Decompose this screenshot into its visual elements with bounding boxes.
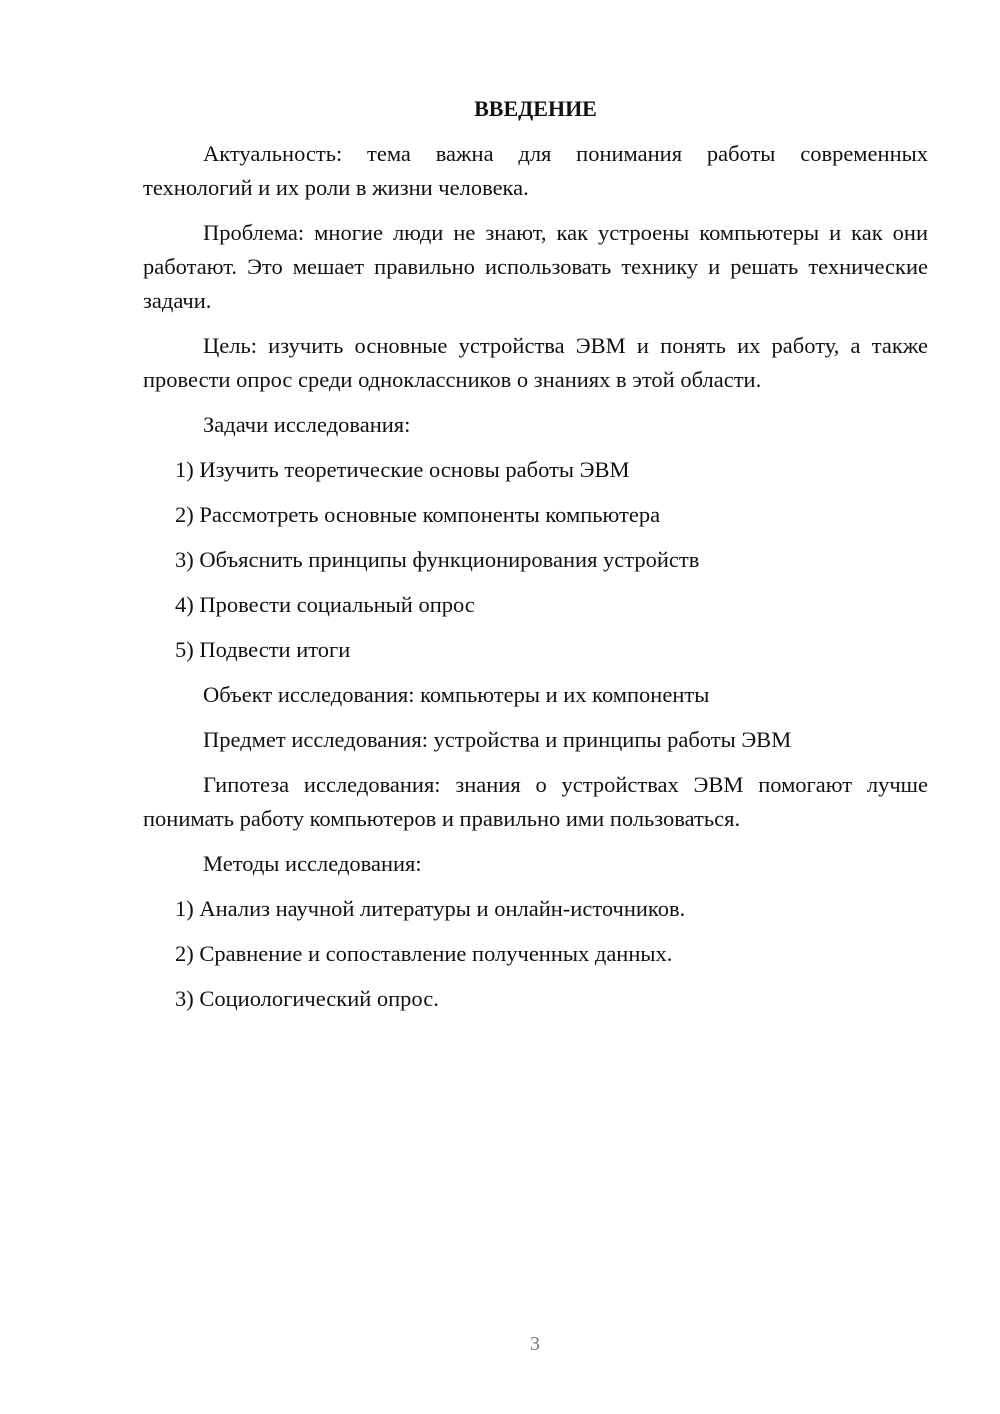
method-item-2: 2) Сравнение и сопоставление полученных данных. [175,941,673,966]
relevance-paragraph: Актуальность: тема важна для понимания работы современных технологий и их роли в жизни человека. [143,141,928,200]
task-item-1: 1) Изучить теоретические основы работы ЭВМ [175,457,630,482]
research-subject: Предмет исследования: устройства и принципы работы ЭВМ [203,727,792,752]
page-number: 3 [530,1333,540,1355]
tasks-label: Задачи исследования: [203,412,411,437]
goal-paragraph: Цель: изучить основные устройства ЭВМ и понять их работу, а также провести опрос среди одноклассников о знаниях в этой области. [143,333,928,392]
problem-paragraph: Проблема: многие люди не знают, как устроены компьютеры и как они работают. Это мешает правильно использовать технику и решать технические задачи. [143,220,928,313]
hypothesis-paragraph: Гипотеза исследования: знания о устройствах ЭВМ помогают лучше понимать работу компьютеров и правильно ими пользоваться. [143,772,928,831]
section-heading: ВВЕДЕНИЕ [474,96,597,121]
page-content [143,92,928,1027]
task-item-2: 2) Рассмотреть основные компоненты компьютера [175,502,661,527]
task-item-5: 5) Подвести итоги [175,637,351,662]
method-item-1: 1) Анализ научной литературы и онлайн-источников. [175,896,686,921]
task-item-4: 4) Провести социальный опрос [175,592,475,617]
research-object: Объект исследования: компьютеры и их компоненты [203,682,710,707]
method-item-3: 3) Социологический опрос. [175,986,439,1011]
methods-label: Методы исследования: [203,851,422,876]
task-item-3: 3) Объяснить принципы функционирования устройств [175,547,700,572]
